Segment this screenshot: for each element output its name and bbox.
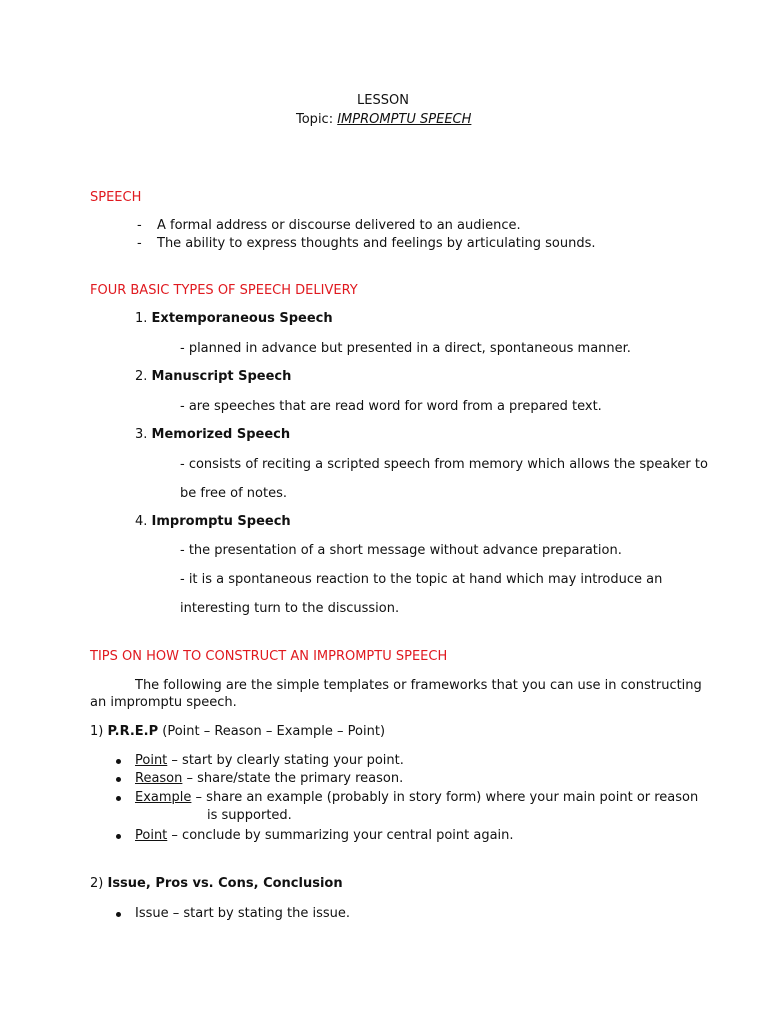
types-heading: FOUR BASIC TYPES OF SPEECH DELIVERY (90, 283, 358, 298)
speech-dash-1: - (137, 218, 142, 233)
bullet-term: Point (135, 828, 168, 843)
type-number: 3. (135, 427, 148, 442)
topic-prefix: Topic: (296, 112, 338, 127)
ipcc-heading (90, 876, 343, 891)
prep-bullet-3 (135, 790, 698, 805)
prep-name: P.R.E.P (107, 724, 159, 739)
topic-value: IMPROMPTU SPEECH (337, 112, 472, 127)
type-number: 4. (135, 514, 148, 529)
type-name: Memorized Speech (151, 427, 291, 442)
bullet-icon (116, 777, 121, 782)
prep-detail: (Point – Reason – Example – Point) (158, 724, 386, 739)
bullet-icon (116, 759, 121, 764)
lesson-title: LESSON (357, 93, 409, 108)
type-number: 1. (135, 311, 148, 326)
type-name: Extemporaneous Speech (151, 311, 333, 326)
bullet-text: – share/state the primary reason. (182, 771, 404, 786)
bullet-text: – conclude by summarizing your central point again. (167, 828, 514, 843)
type-desc: - the presentation of a short message without advance preparation. (180, 543, 622, 558)
type-desc: be free of notes. (180, 486, 288, 501)
tips-intro-line-1: The following are the simple templates or frameworks that you can use in constructing (135, 678, 702, 693)
prep-bullet-1 (135, 753, 404, 768)
type-name: Impromptu Speech (151, 514, 291, 529)
tips-intro-line-2: an impromptu speech. (90, 695, 237, 710)
type-number: 2. (135, 369, 148, 384)
bullet-text: – share an example (probably in story form) where your main point or reason (191, 790, 699, 805)
type-item-1 (135, 311, 333, 326)
type-desc: - it is a spontaneous reaction to the topic at hand which may introduce an (180, 572, 663, 587)
bullet-icon (116, 912, 121, 917)
tips-heading: TIPS ON HOW TO CONSTRUCT AN IMPROMPTU SPEECH (90, 649, 448, 664)
prep-bullet-2 (135, 771, 403, 786)
bullet-term: Reason (135, 771, 183, 786)
prep-bullet-3-continuation: is supported. (207, 808, 292, 823)
bullet-text: – start by clearly stating your point. (167, 753, 404, 768)
prep-bullet-4 (135, 828, 514, 843)
bullet-icon (116, 834, 121, 839)
topic-line (296, 112, 471, 127)
ipcc-bullet-1: Issue – start by stating the issue. (135, 906, 351, 921)
type-name: Manuscript Speech (151, 369, 292, 384)
type-item-4 (135, 514, 291, 529)
type-desc: - planned in advance but presented in a direct, spontaneous manner. (180, 341, 631, 356)
bullet-icon (116, 796, 121, 801)
bullet-term: Point (135, 753, 168, 768)
speech-heading: SPEECH (90, 190, 142, 205)
speech-definition-2: The ability to express thoughts and feelings by articulating sounds. (157, 236, 596, 251)
type-desc: - are speeches that are read word for word from a prepared text. (180, 399, 602, 414)
speech-definition-1: A formal address or discourse delivered to an audience. (157, 218, 521, 233)
ipcc-name: Issue, Pros vs. Cons, Conclusion (107, 876, 343, 891)
bullet-term: Example (135, 790, 192, 805)
type-item-2 (135, 369, 291, 384)
speech-dash-2: - (137, 236, 142, 251)
prep-heading (90, 724, 385, 739)
type-desc: interesting turn to the discussion. (180, 601, 400, 616)
prep-number: 1) (90, 724, 108, 739)
ipcc-number: 2) (90, 876, 108, 891)
type-item-3 (135, 427, 290, 442)
type-desc: - consists of reciting a scripted speech from memory which allows the speaker to (180, 457, 708, 472)
